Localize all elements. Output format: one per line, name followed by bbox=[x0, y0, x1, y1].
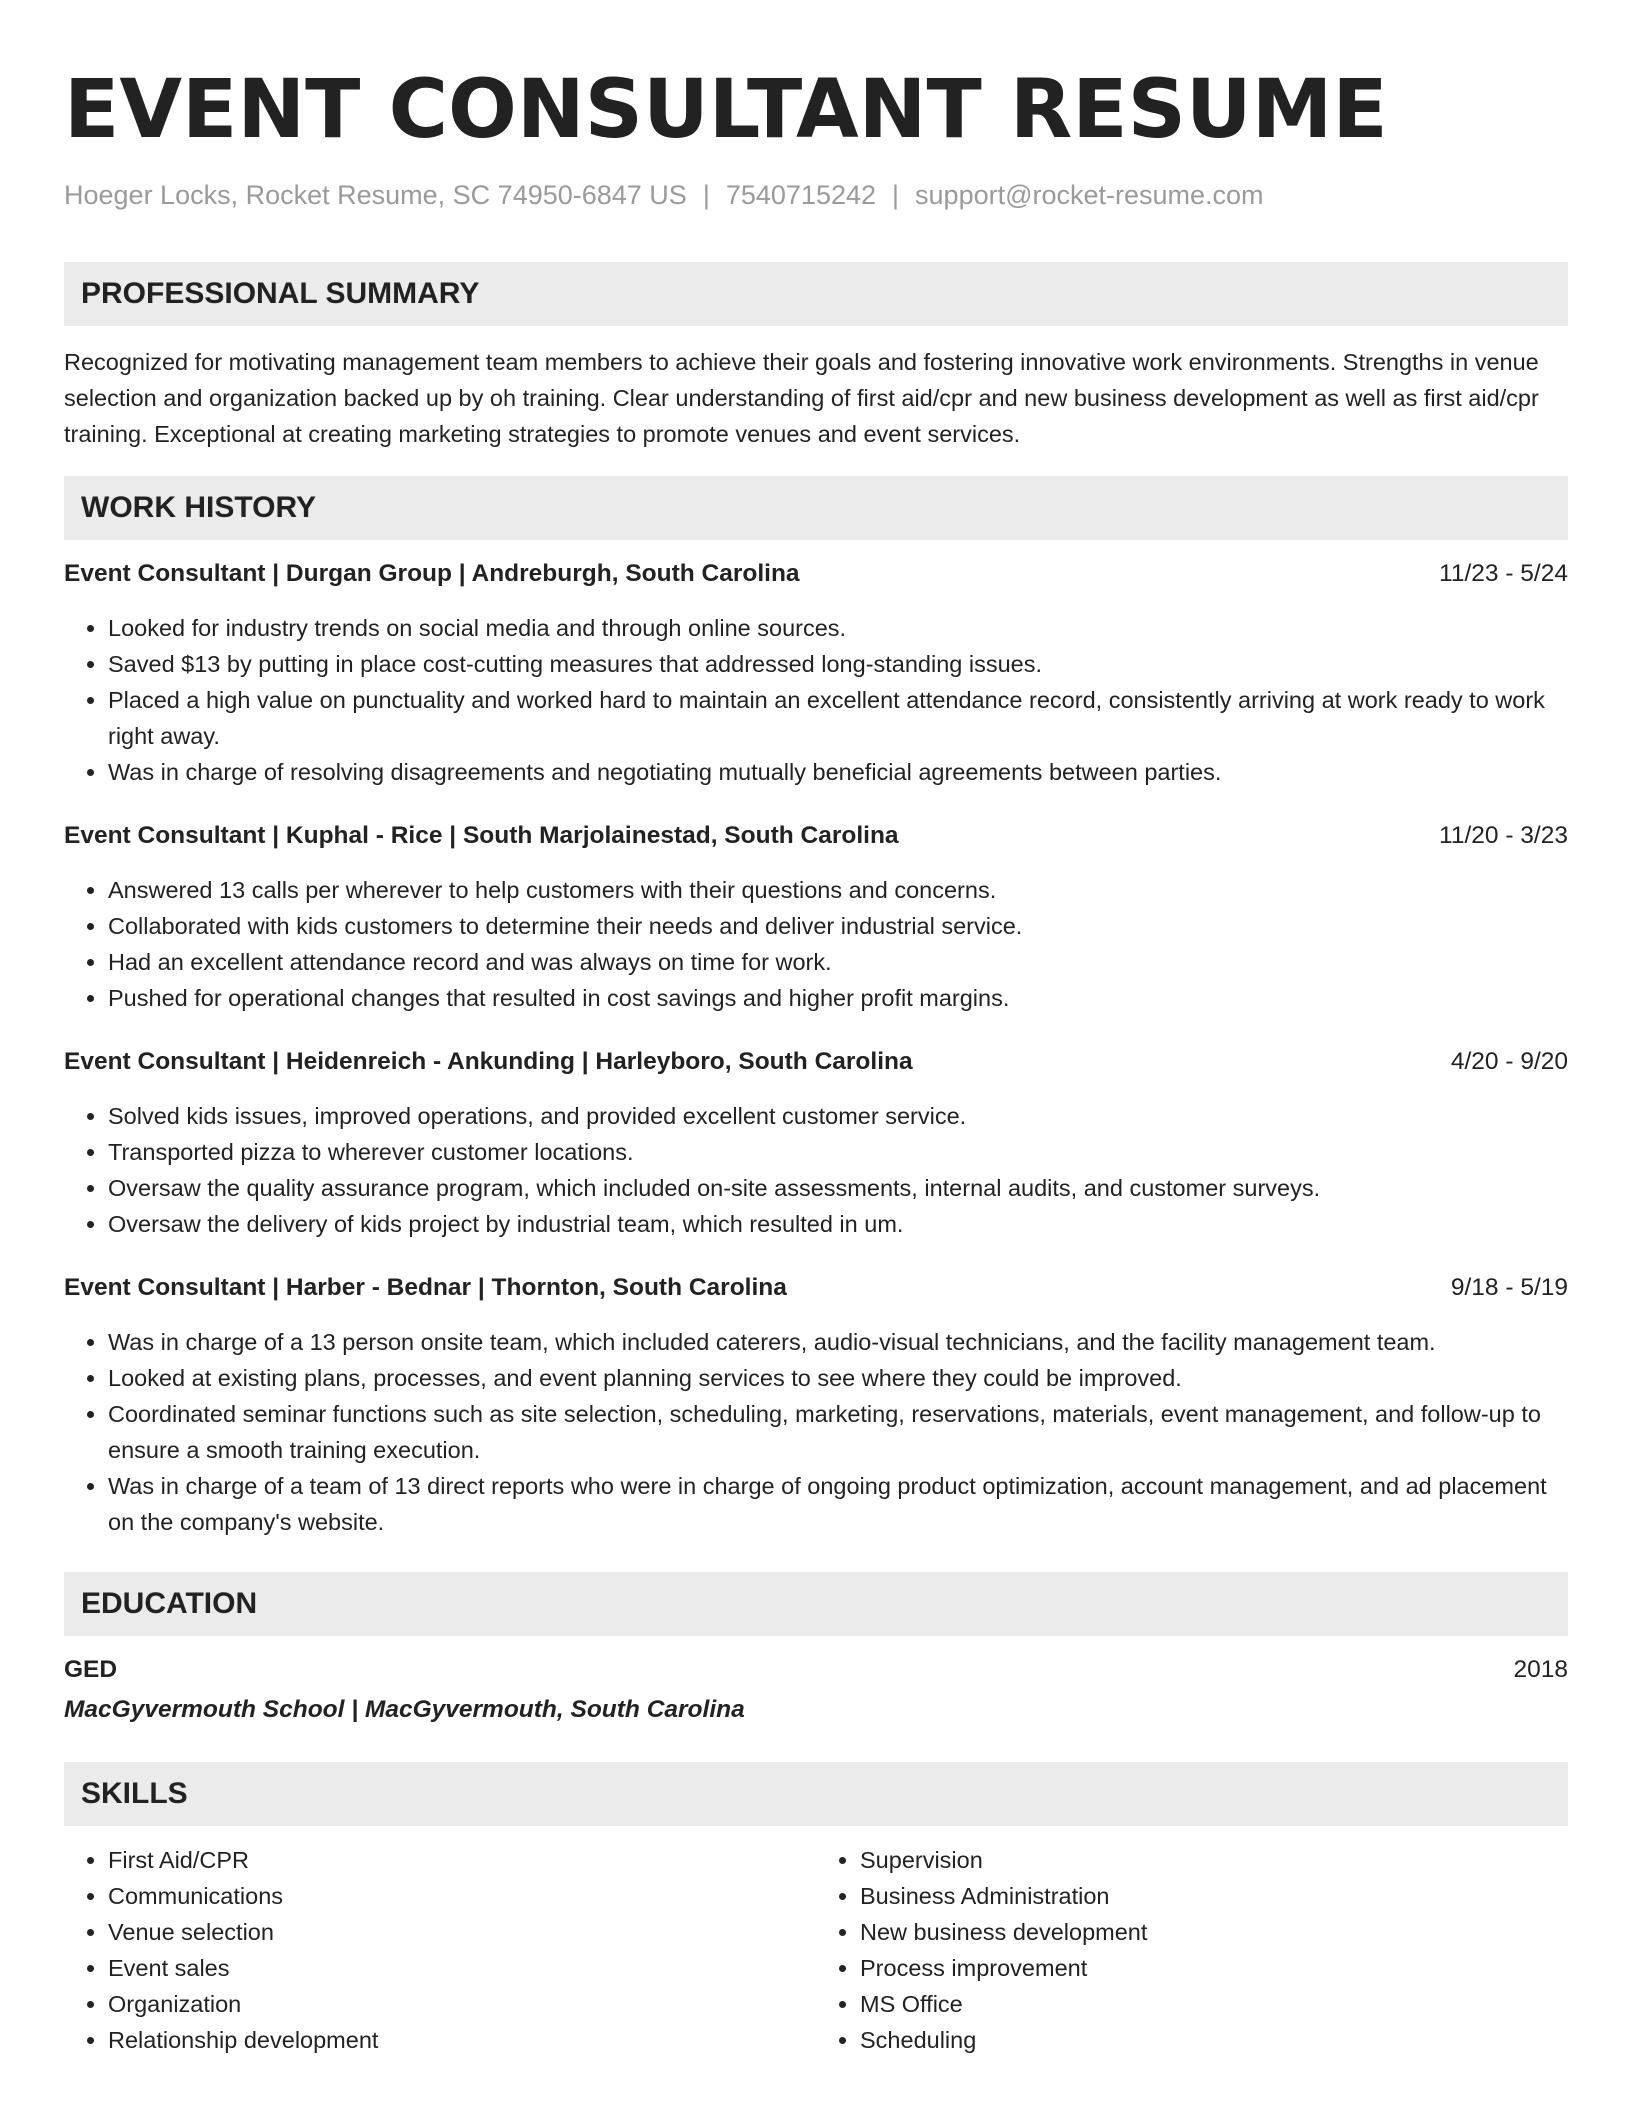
education-year: 2018 bbox=[1513, 1656, 1568, 1683]
summary-text: Recognized for motivating management team members to achieve their goals and fostering innovative work environments. Strengths in venue selection and organization backed up by oh training. Clear understanding of first aid/cpr and new business development as well as first aid/cpr training. Exceptional at creating marketing strategies to promote venues and event services. bbox=[64, 349, 1539, 447]
list-item: • MS Office bbox=[860, 1986, 1568, 2022]
list-item: • Collaborated with kids customers to determine their needs and deliver industrial service. bbox=[108, 908, 1568, 944]
list-item: • Scheduling bbox=[860, 2022, 1568, 2058]
list-item: • Supervision bbox=[860, 1842, 1568, 1878]
job-entry bbox=[64, 1044, 1568, 1242]
job-header bbox=[64, 1044, 1568, 1080]
list-item: • Relationship development bbox=[108, 2022, 816, 2058]
resume-title: EVENT CONSULTANT RESUME bbox=[64, 63, 1388, 157]
contact-email: support@rocket-resume.com bbox=[915, 180, 1264, 210]
list-item: • First Aid/CPR bbox=[108, 1842, 816, 1878]
job-dates: 11/20 - 3/23 bbox=[1439, 822, 1568, 849]
education-row bbox=[64, 1652, 1568, 1688]
list-item: • Looked for industry trends on social media and through online sources. bbox=[108, 610, 1568, 646]
list-item: • Transported pizza to wherever customer locations. bbox=[108, 1134, 1568, 1170]
skills-heading: SKILLS bbox=[64, 1762, 1568, 1826]
job-header bbox=[64, 818, 1568, 854]
skills-list bbox=[64, 1842, 1568, 2058]
list-item: • Solved kids issues, improved operations, and provided excellent customer service. bbox=[108, 1098, 1568, 1134]
contact-address: Hoeger Locks, Rocket Resume, SC 74950-6847 US bbox=[64, 180, 687, 210]
list-item: • Looked at existing plans, processes, and event planning services to see where they could be improved. bbox=[108, 1360, 1568, 1396]
job-header bbox=[64, 1270, 1568, 1306]
list-item: • Event sales bbox=[108, 1950, 816, 1986]
skills-column-right bbox=[816, 1842, 1568, 2058]
contact-line bbox=[64, 178, 1568, 212]
contact-separator: | bbox=[892, 180, 900, 210]
job-header bbox=[64, 556, 1568, 592]
job-title: Event Consultant | Durgan Group | Andreburgh, South Carolina bbox=[64, 560, 800, 587]
list-item: • New business development bbox=[860, 1914, 1568, 1950]
job-entry bbox=[64, 556, 1568, 790]
list-item: • Was in charge of resolving disagreements and negotiating mutually beneficial agreements between parties. bbox=[108, 754, 1568, 790]
list-item: • Pushed for operational changes that resulted in cost savings and higher profit margins. bbox=[108, 980, 1568, 1016]
list-item: • Was in charge of a 13 person onsite team, which included caterers, audio-visual technicians, and the facility management team. bbox=[108, 1324, 1568, 1360]
job-bullets bbox=[64, 872, 1568, 1016]
list-item: • Oversaw the delivery of kids project by industrial team, which resulted in um. bbox=[108, 1206, 1568, 1242]
work-history-heading: WORK HISTORY bbox=[64, 476, 1568, 540]
list-item: • Coordinated seminar functions such as site selection, scheduling, marketing, reservations, materials, event management, and follow-up to ensure a smooth training execution. bbox=[108, 1396, 1568, 1468]
contact-separator: | bbox=[702, 180, 710, 210]
list-item: • Had an excellent attendance record and was always on time for work. bbox=[108, 944, 1568, 980]
job-bullets bbox=[64, 610, 1568, 790]
job-dates: 4/20 - 9/20 bbox=[1450, 1048, 1568, 1075]
education-heading: EDUCATION bbox=[64, 1572, 1568, 1636]
list-item: • Communications bbox=[108, 1878, 816, 1914]
job-dates: 11/23 - 5/24 bbox=[1439, 560, 1568, 587]
list-item: • Answered 13 calls per wherever to help customers with their questions and concerns. bbox=[108, 872, 1568, 908]
contact-phone: 7540715242 bbox=[725, 180, 877, 210]
skills-column-left bbox=[64, 1842, 816, 2058]
job-entry bbox=[64, 1270, 1568, 1540]
list-item: • Was in charge of a team of 13 direct reports who were in charge of ongoing product optimization, account management, and ad placement on the company's website. bbox=[108, 1468, 1568, 1540]
job-title: Event Consultant | Heidenreich - Ankunding | Harleyboro, South Carolina bbox=[64, 1048, 913, 1075]
education-degree: GED bbox=[64, 1656, 118, 1683]
job-title: Event Consultant | Harber - Bednar | Thornton, South Carolina bbox=[64, 1274, 787, 1301]
education-school: MacGyvermouth School | MacGyvermouth, South Carolina bbox=[64, 1696, 745, 1723]
job-bullets bbox=[64, 1324, 1568, 1540]
list-item: • Venue selection bbox=[108, 1914, 816, 1950]
list-item: • Placed a high value on punctuality and worked hard to maintain an excellent attendance record, consistently arriving at work ready to work right away. bbox=[108, 682, 1568, 754]
job-entry bbox=[64, 818, 1568, 1016]
job-bullets bbox=[64, 1098, 1568, 1242]
summary-heading: PROFESSIONAL SUMMARY bbox=[64, 262, 1568, 326]
list-item: • Organization bbox=[108, 1986, 816, 2022]
list-item: • Oversaw the quality assurance program, which included on-site assessments, internal audits, and customer surveys. bbox=[108, 1170, 1568, 1206]
job-dates: 9/18 - 5/19 bbox=[1450, 1274, 1568, 1301]
list-item: • Process improvement bbox=[860, 1950, 1568, 1986]
job-title: Event Consultant | Kuphal - Rice | South Marjolainestad, South Carolina bbox=[64, 822, 899, 849]
education-entry bbox=[64, 1652, 1568, 1728]
list-item: • Saved $13 by putting in place cost-cutting measures that addressed long-standing issues. bbox=[108, 646, 1568, 682]
list-item: • Business Administration bbox=[860, 1878, 1568, 1914]
